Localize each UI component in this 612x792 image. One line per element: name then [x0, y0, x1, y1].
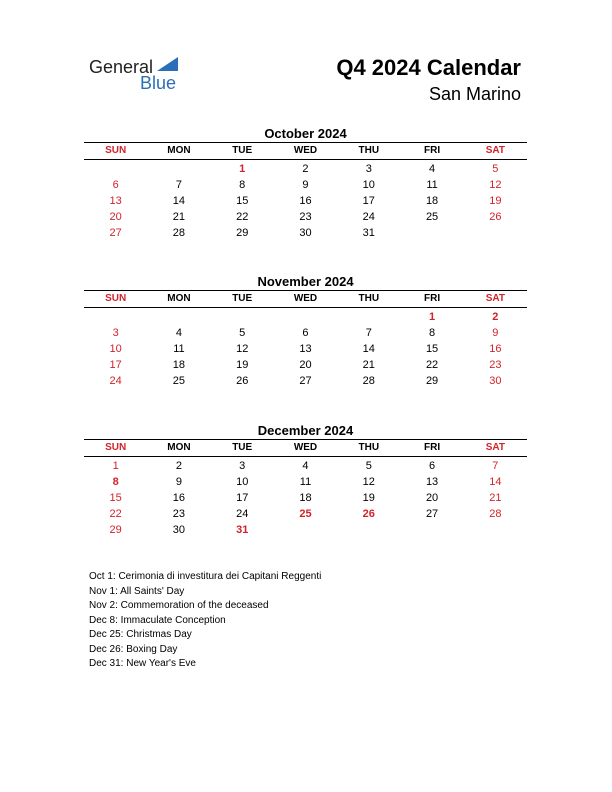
- day-cell: 3: [112, 327, 119, 339]
- day-cell: 25: [172, 375, 186, 387]
- day-cell: 8: [429, 327, 436, 339]
- weekday-label: TUE: [232, 145, 253, 156]
- day-cell: 5: [365, 460, 372, 472]
- day-cell: 1: [112, 460, 119, 472]
- empty-cell: [84, 309, 147, 325]
- weekday-label: THU: [358, 145, 380, 156]
- day-cell: 16: [299, 195, 312, 207]
- holiday-note: Nov 1: All Saints' Day: [89, 585, 185, 597]
- day-cell: 9: [302, 179, 309, 191]
- day-cell: 3: [365, 163, 372, 175]
- day-cell: 2: [492, 311, 499, 323]
- empty-cell: [274, 309, 337, 325]
- day-cell: 11: [299, 476, 312, 488]
- day-cell: 18: [172, 359, 186, 371]
- weekday-label: FRI: [424, 442, 441, 453]
- day-cell: 16: [489, 343, 502, 355]
- day-cell: 17: [362, 195, 375, 207]
- holiday-note: Oct 1: Cerimonia di investitura dei Capitani Reggenti: [89, 571, 322, 582]
- weekday-label: SUN: [105, 145, 127, 156]
- weekday-label: MON: [167, 442, 191, 453]
- day-cell: 7: [175, 179, 182, 191]
- holiday-note: Dec 8: Immaculate Conception: [89, 614, 226, 626]
- day-cell: 23: [299, 211, 312, 223]
- day-cell: 19: [489, 195, 502, 207]
- day-cell: 18: [425, 195, 439, 207]
- empty-cell: [147, 309, 210, 325]
- day-cell: 20: [299, 359, 312, 371]
- day-cell: 13: [109, 195, 122, 207]
- day-cell: 26: [489, 211, 502, 223]
- day-cell: 12: [362, 476, 375, 488]
- day-cell: 31: [362, 227, 375, 239]
- day-cell: 9: [175, 476, 182, 488]
- day-cell: 4: [175, 327, 182, 339]
- day-cell: 22: [425, 359, 439, 371]
- day-cell: 22: [109, 508, 122, 520]
- day-cell: 7: [365, 327, 372, 339]
- day-cell: 17: [109, 359, 122, 371]
- day-cell: 26: [362, 508, 375, 520]
- day-cell: 1: [239, 163, 246, 175]
- day-cell: 26: [236, 375, 249, 387]
- day-cell: 14: [172, 195, 186, 207]
- day-cell: 15: [109, 492, 122, 504]
- day-cell: 21: [362, 359, 375, 371]
- day-cell: 4: [302, 460, 309, 472]
- weekday-label: TUE: [232, 293, 253, 304]
- weekday-label: SUN: [105, 442, 127, 453]
- month-november: [84, 273, 527, 389]
- day-cell: 9: [492, 327, 499, 339]
- day-cell: 14: [489, 476, 502, 488]
- month-title: December 2024: [257, 423, 354, 438]
- empty-cell: [211, 309, 274, 325]
- month-title: November 2024: [257, 274, 354, 289]
- day-cell: 3: [239, 460, 246, 472]
- page-title: Q4 2024 Calendar: [336, 55, 521, 80]
- day-cell: 27: [109, 227, 122, 239]
- holiday-note: Dec 25: Christmas Day: [89, 629, 192, 640]
- weekday-header: [84, 291, 527, 307]
- day-cell: 27: [299, 375, 312, 387]
- day-cell: 25: [299, 508, 312, 520]
- day-cell: 13: [299, 343, 312, 355]
- day-cell: 24: [236, 508, 249, 520]
- day-cell: 20: [425, 492, 439, 504]
- day-cell: 19: [362, 492, 375, 504]
- day-cell: 4: [429, 163, 436, 175]
- day-cell: 16: [172, 492, 186, 504]
- logo-triangle-icon: [157, 57, 178, 71]
- month-december: [84, 422, 527, 538]
- holiday-note: Nov 2: Commemoration of the deceased: [89, 600, 269, 611]
- day-cell: 8: [239, 179, 246, 191]
- day-cell: 11: [426, 179, 438, 191]
- day-cell: 24: [109, 375, 122, 387]
- day-cell: 30: [172, 524, 186, 536]
- day-cell: 18: [299, 492, 312, 504]
- day-cell: 11: [173, 343, 185, 355]
- day-cell: 1: [429, 311, 436, 323]
- weekday-label: MON: [167, 293, 191, 304]
- holiday-note: Dec 26: Boxing Day: [89, 643, 178, 655]
- holiday-notes: [89, 570, 321, 672]
- weekday-label: SAT: [485, 293, 505, 304]
- weekday-label: SAT: [485, 442, 505, 453]
- holiday-note: Dec 31: New Year's Eve: [89, 658, 196, 669]
- day-cell: 27: [425, 508, 439, 520]
- weekday-label: SAT: [485, 145, 505, 156]
- day-cell: 6: [429, 460, 436, 472]
- weekday-label: WED: [293, 442, 318, 453]
- weekday-header: [84, 143, 527, 159]
- day-cell: 10: [109, 343, 122, 355]
- weekday-label: MON: [167, 145, 191, 156]
- day-cell: 29: [425, 375, 439, 387]
- weekday-label: WED: [293, 293, 318, 304]
- day-cell: 22: [236, 211, 249, 223]
- day-cell: 15: [236, 195, 249, 207]
- day-cell: 5: [239, 327, 246, 339]
- day-cell: 29: [236, 227, 249, 239]
- day-cell: 28: [172, 227, 186, 239]
- day-cell: 23: [489, 359, 502, 371]
- weekday-label: FRI: [424, 145, 441, 156]
- day-grid: [84, 308, 527, 389]
- day-cell: 6: [112, 179, 119, 191]
- logo-general-text: General: [89, 57, 154, 77]
- empty-cell: [84, 161, 147, 177]
- day-cell: 14: [362, 343, 375, 355]
- day-cell: 29: [109, 524, 122, 536]
- day-cell: 10: [362, 179, 375, 191]
- day-cell: 25: [425, 211, 439, 223]
- weekday-header: [84, 440, 527, 456]
- day-cell: 31: [236, 524, 249, 536]
- day-cell: 5: [492, 163, 499, 175]
- weekday-label: THU: [358, 293, 380, 304]
- day-cell: 30: [299, 227, 312, 239]
- day-grid: [84, 160, 527, 241]
- day-cell: 7: [492, 460, 499, 472]
- day-cell: 2: [175, 460, 182, 472]
- day-cell: 21: [489, 492, 502, 504]
- day-cell: 21: [172, 211, 186, 223]
- empty-cell: [147, 161, 210, 177]
- day-cell: 15: [425, 343, 439, 355]
- month-title: October 2024: [264, 126, 347, 141]
- day-cell: 24: [362, 211, 375, 223]
- weekday-label: WED: [293, 145, 318, 156]
- day-cell: 12: [236, 343, 249, 355]
- weekday-label: THU: [358, 442, 380, 453]
- day-cell: 13: [425, 476, 439, 488]
- month-october: [84, 125, 527, 241]
- day-cell: 10: [236, 476, 249, 488]
- weekday-label: TUE: [232, 442, 253, 453]
- day-cell: 23: [172, 508, 186, 520]
- day-cell: 8: [112, 476, 119, 488]
- day-cell: 17: [236, 492, 249, 504]
- day-cell: 28: [362, 375, 375, 387]
- logo-blue-text: Blue: [140, 73, 177, 93]
- weekday-label: SUN: [105, 293, 127, 304]
- day-cell: 19: [236, 359, 249, 371]
- weekday-label: FRI: [424, 293, 441, 304]
- day-grid: [84, 457, 527, 538]
- page-subtitle: San Marino: [428, 84, 521, 104]
- day-cell: 6: [302, 327, 309, 339]
- day-cell: 30: [489, 375, 502, 387]
- day-cell: 28: [489, 508, 502, 520]
- day-cell: 20: [109, 211, 122, 223]
- empty-cell: [337, 309, 400, 325]
- day-cell: 12: [489, 179, 502, 191]
- day-cell: 2: [302, 163, 309, 175]
